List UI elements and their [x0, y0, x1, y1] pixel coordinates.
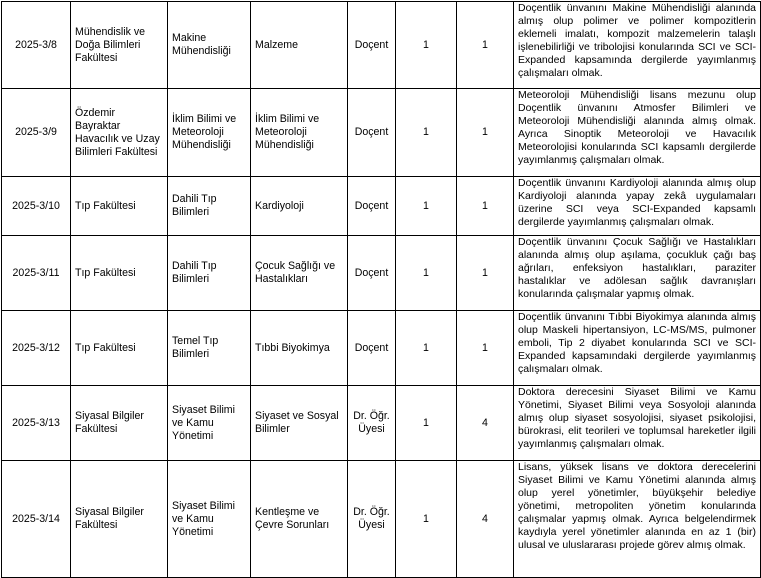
- cell-faculty: Tıp Fakültesi: [71, 311, 168, 386]
- cell-department: Siyaset Bilimi ve Kamu Yönetimi: [168, 386, 251, 461]
- cell-title: Doçent: [348, 177, 396, 236]
- cell-count: 1: [396, 386, 457, 461]
- cell-department: Makine Mühendisliği: [168, 2, 251, 89]
- table-row: [2, 311, 761, 386]
- cell-field: Kentleşme ve Çevre Sorunları: [251, 461, 348, 578]
- cell-title: Doçent: [348, 89, 396, 177]
- cell-field: Tıbbi Biyokimya: [251, 311, 348, 386]
- table-row: [2, 386, 761, 461]
- cell-department: Siyaset Bilimi ve Kamu Yönetimi: [168, 461, 251, 578]
- cell-title: Dr. Öğr. Üyesi: [348, 461, 396, 578]
- table-row: [2, 461, 761, 578]
- cell-position-no: 2025-3/11: [2, 236, 71, 311]
- cell-description: Meteoroloji Mühendisliği lisans mezunu olup Doçentlik ünvanını Atmosfer Bilimleri ve Meteoroloji Mühendisliği alanında almış olmak. Ayrıca Sinoptik Meteoroloji ve Havacılık Meteorolojisi konularında SCI kapsamlı dergilerde yayımlanmış çalışmaları olmak.: [514, 89, 761, 177]
- cell-field: İklim Bilimi ve Meteoroloji Mühendisliği: [251, 89, 348, 177]
- cell-points: 1: [457, 177, 514, 236]
- cell-field: Kardiyoloji: [251, 177, 348, 236]
- cell-title: Doçent: [348, 236, 396, 311]
- cell-position-no: 2025-3/12: [2, 311, 71, 386]
- cell-faculty: Siyasal Bilgiler Fakültesi: [71, 386, 168, 461]
- cell-description: Doçentlik ünvanını Kardiyoloji alanında almış olup Kardiyoloji alanında yapay zekâ uygulamaları üzerine SCI veya SCI-Expanded kapsamlı dergilerde yayımlanmış çalışmaları olmak.: [514, 177, 761, 236]
- cell-description: Doçentlik ünvanını Çocuk Sağlığı ve Hastalıkları alanında almış olup aşılama, çocukluk çağı baş ağrıları, enfeksiyon hastalıkları, paraziter hastalıklar ve adölesan sağlık davranışları konularında çalışmalar yapmış olmak.: [514, 236, 761, 311]
- cell-count: 1: [396, 236, 457, 311]
- cell-field: Çocuk Sağlığı ve Hastalıkları: [251, 236, 348, 311]
- cell-faculty: Tıp Fakültesi: [71, 236, 168, 311]
- cell-field: Malzeme: [251, 2, 348, 89]
- table-row: [2, 2, 761, 89]
- cell-faculty: Mühendislik ve Doğa Bilimleri Fakültesi: [71, 2, 168, 89]
- cell-faculty: Siyasal Bilgiler Fakültesi: [71, 461, 168, 578]
- cell-position-no: 2025-3/9: [2, 89, 71, 177]
- cell-department: Temel Tıp Bilimleri: [168, 311, 251, 386]
- table-row: [2, 89, 761, 177]
- cell-description: Doktora derecesini Siyaset Bilimi ve Kamu Yönetimi, Siyaset Bilimi veya Sosyoloji alanında almış olup siyaset sosyolojisi, siyaset psikolojisi, bürokrasi, elit teorileri ve toplumsal hareketler ilgili yayımlanmış çalışmaları olmak.: [514, 386, 761, 461]
- cell-title: Dr. Öğr. Üyesi: [348, 386, 396, 461]
- cell-department: Dahili Tıp Bilimleri: [168, 177, 251, 236]
- cell-description: Doçentlik ünvanını Tıbbi Biyokimya alanında almış olup Maskeli hipertansiyon, LC-MS/MS, pulmoner emboli, Tip 2 diyabet konularında SCI ve SCI-Expanded kapsamındaki dergilerde yayımlanmış çalışmaları olmak.: [514, 311, 761, 386]
- cell-points: 4: [457, 386, 514, 461]
- cell-position-no: 2025-3/13: [2, 386, 71, 461]
- table-row: [2, 177, 761, 236]
- cell-points: 1: [457, 2, 514, 89]
- cell-count: 1: [396, 177, 457, 236]
- cell-faculty: Özdemir Bayraktar Havacılık ve Uzay Bilimleri Fakültesi: [71, 89, 168, 177]
- cell-count: 1: [396, 89, 457, 177]
- cell-position-no: 2025-3/10: [2, 177, 71, 236]
- cell-faculty: Tıp Fakültesi: [71, 177, 168, 236]
- cell-department: İklim Bilimi ve Meteoroloji Mühendisliği: [168, 89, 251, 177]
- cell-points: 4: [457, 461, 514, 578]
- cell-description: Lisans, yüksek lisans ve doktora derecelerini Siyaset Bilimi ve Kamu Yönetimi alanında almış olup yerel yönetimler, büyükşehir belediye yönetimi, metropoliten yönetim konularında çalışmalar yapmış olmak. Ayrıca belgelendirmek kaydıyla yerel yönetimler alanında en az 1 (bir) ulusal ve uluslararası projede görev almış olmak.: [514, 461, 761, 578]
- position-table: [1, 1, 761, 578]
- cell-title: Doçent: [348, 311, 396, 386]
- cell-position-no: 2025-3/8: [2, 2, 71, 89]
- cell-points: 1: [457, 311, 514, 386]
- cell-count: 1: [396, 311, 457, 386]
- cell-position-no: 2025-3/14: [2, 461, 71, 578]
- cell-points: 1: [457, 236, 514, 311]
- cell-description: Doçentlik ünvanını Makine Mühendisliği alanında almış olup polimer ve polimer kompozitlerin eklemeli imalatı, kompozit malzemelerin talaşlı işlenebilirliği ve tribolojisi konularında SCI ve SCI-Expanded kapsamında dergilerde yayımlanmış çalışmaları olmak.: [514, 2, 761, 89]
- cell-title: Doçent: [348, 2, 396, 89]
- cell-points: 1: [457, 89, 514, 177]
- table-row: [2, 236, 761, 311]
- cell-field: Siyaset ve Sosyal Bilimler: [251, 386, 348, 461]
- cell-count: 1: [396, 461, 457, 578]
- cell-department: Dahili Tıp Bilimleri: [168, 236, 251, 311]
- cell-count: 1: [396, 2, 457, 89]
